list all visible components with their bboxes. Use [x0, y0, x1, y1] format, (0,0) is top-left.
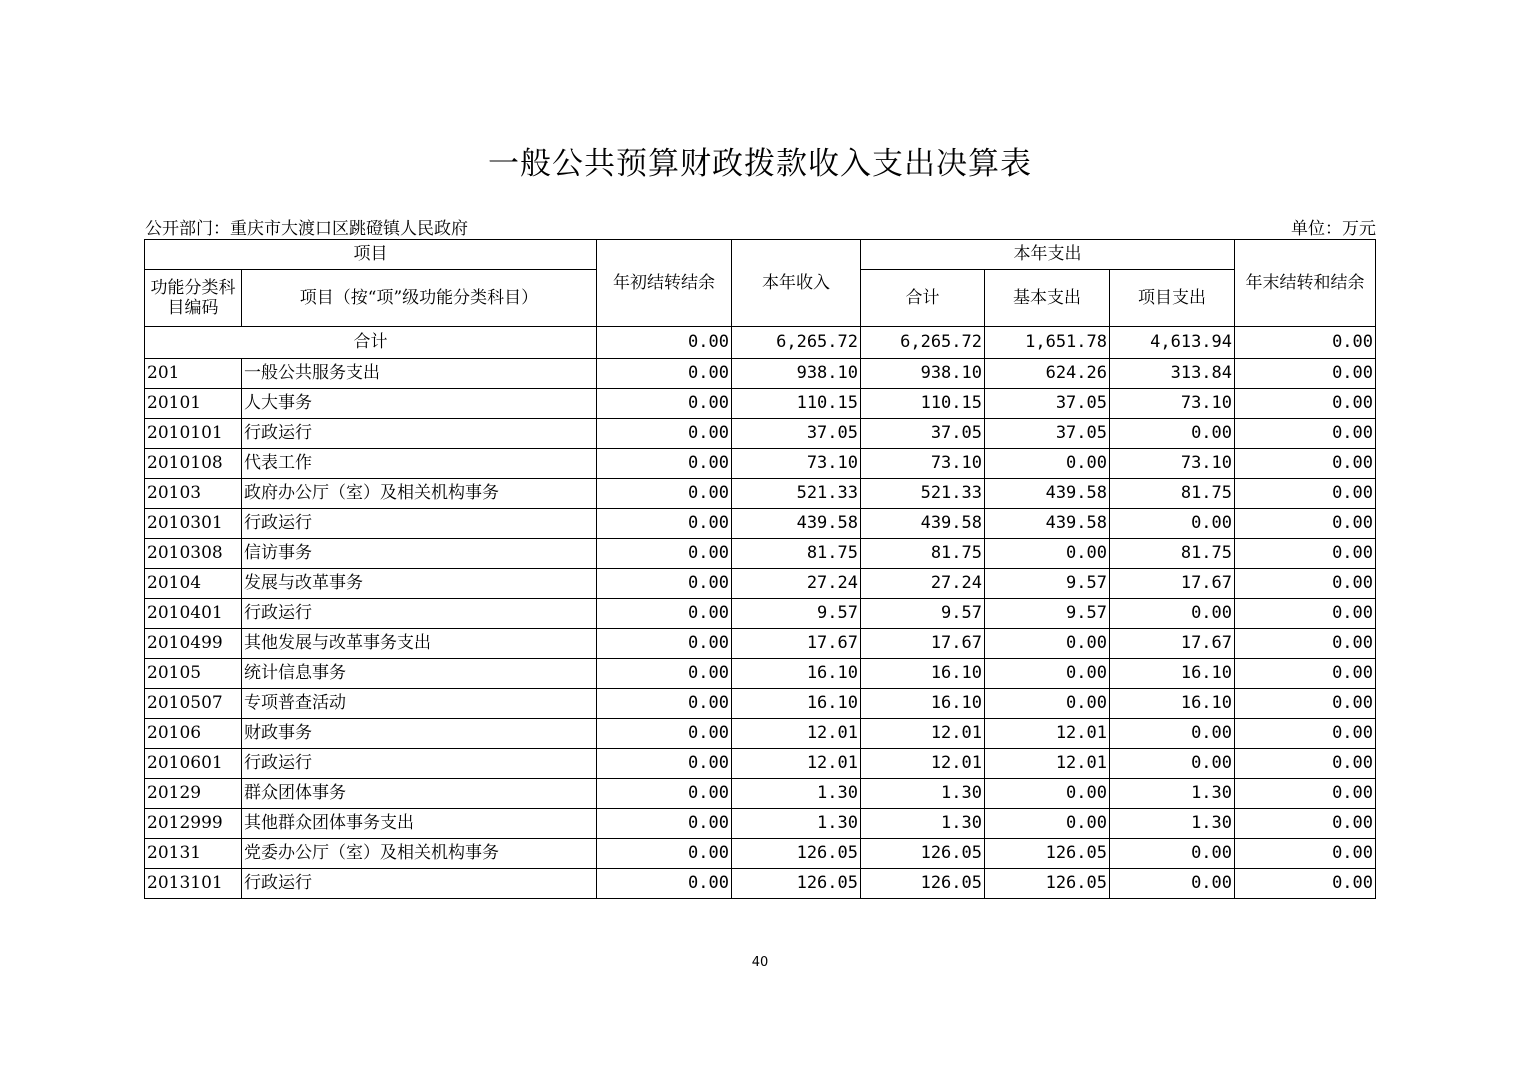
table-row: [145, 629, 1376, 659]
page-number: 40: [751, 955, 769, 970]
row-end-balance: 0.00: [1235, 479, 1376, 509]
table-row: [145, 389, 1376, 419]
row-begin-balance: 0.00: [597, 839, 732, 869]
row-code: 20103: [145, 479, 242, 509]
row-project: 17.67: [1110, 569, 1235, 599]
row-project: 0.00: [1110, 599, 1235, 629]
row-basic: 0.00: [985, 689, 1110, 719]
row-end-balance: 0.00: [1235, 659, 1376, 689]
row-name: 行政运行: [242, 749, 597, 779]
row-project: 16.10: [1110, 689, 1235, 719]
row-begin-balance: 0.00: [597, 359, 732, 389]
row-name: 人大事务: [242, 389, 597, 419]
row-total: 521.33: [861, 479, 985, 509]
row-total: 9.57: [861, 599, 985, 629]
row-basic: 126.05: [985, 839, 1110, 869]
budget-table: [144, 239, 1376, 899]
row-project: 16.10: [1110, 659, 1235, 689]
header-income: 本年收入: [732, 240, 861, 327]
row-name: 专项普查活动: [242, 689, 597, 719]
row-basic: 0.00: [985, 779, 1110, 809]
row-end-balance: 0.00: [1235, 719, 1376, 749]
row-begin-balance: 0.00: [597, 869, 732, 899]
row-project: 0.00: [1110, 869, 1235, 899]
row-basic: 37.05: [985, 389, 1110, 419]
row-begin-balance: 0.00: [597, 449, 732, 479]
row-begin-balance: 0.00: [597, 629, 732, 659]
row-total: 12.01: [861, 749, 985, 779]
row-total: 16.10: [861, 689, 985, 719]
row-total: 73.10: [861, 449, 985, 479]
row-name: 行政运行: [242, 509, 597, 539]
row-income: 110.15: [732, 389, 861, 419]
row-basic: 0.00: [985, 539, 1110, 569]
header-code: 功能分类科目编码: [145, 270, 242, 327]
table-row: [145, 809, 1376, 839]
row-income: 9.57: [732, 599, 861, 629]
header-project: 项目: [145, 240, 597, 270]
row-income: 27.24: [732, 569, 861, 599]
row-total: 938.10: [861, 359, 985, 389]
row-begin-balance: 0.00: [597, 509, 732, 539]
row-project: 73.10: [1110, 389, 1235, 419]
row-basic: 0.00: [985, 629, 1110, 659]
row-total: 17.67: [861, 629, 985, 659]
row-end-balance: 0.00: [1235, 629, 1376, 659]
row-income: 521.33: [732, 479, 861, 509]
row-end-balance: 0.00: [1235, 539, 1376, 569]
row-name: 其他群众团体事务支出: [242, 809, 597, 839]
row-total: 37.05: [861, 419, 985, 449]
row-code: 201: [145, 359, 242, 389]
row-name: 其他发展与改革事务支出: [242, 629, 597, 659]
row-code: 2010108: [145, 449, 242, 479]
row-total: 126.05: [861, 869, 985, 899]
row-total: 12.01: [861, 719, 985, 749]
row-name: 代表工作: [242, 449, 597, 479]
row-income: 12.01: [732, 749, 861, 779]
row-income: 37.05: [732, 419, 861, 449]
header-expense-group: 本年支出: [861, 240, 1235, 270]
row-name: 行政运行: [242, 419, 597, 449]
table-body: [145, 327, 1376, 899]
row-income: 1.30: [732, 809, 861, 839]
row-name: 群众团体事务: [242, 779, 597, 809]
header-total: 合计: [861, 270, 985, 327]
row-end-balance: 0.00: [1235, 779, 1376, 809]
row-income: 16.10: [732, 689, 861, 719]
row-name: 一般公共服务支出: [242, 359, 597, 389]
header-end-balance: 年末结转和结余: [1235, 240, 1376, 327]
row-basic: 126.05: [985, 869, 1110, 899]
row-code: 20131: [145, 839, 242, 869]
row-income: 73.10: [732, 449, 861, 479]
row-total: 27.24: [861, 569, 985, 599]
row-project: 17.67: [1110, 629, 1235, 659]
row-begin-balance: 0.00: [597, 809, 732, 839]
table-row: [145, 869, 1376, 899]
row-income: 938.10: [732, 359, 861, 389]
row-income: 81.75: [732, 539, 861, 569]
table-row: [145, 359, 1376, 389]
table-row: [145, 779, 1376, 809]
table-row: [145, 449, 1376, 479]
header-project-exp: 项目支出: [1110, 270, 1235, 327]
row-code: 2013101: [145, 869, 242, 899]
row-name: 信访事务: [242, 539, 597, 569]
row-begin-balance: 0.00: [597, 389, 732, 419]
row-end-balance: 0.00: [1235, 359, 1376, 389]
row-name: 党委办公厅（室）及相关机构事务: [242, 839, 597, 869]
row-end-balance: 0.00: [1235, 749, 1376, 779]
row-income: 126.05: [732, 839, 861, 869]
row-begin-balance: 0.00: [597, 659, 732, 689]
row-total: 126.05: [861, 839, 985, 869]
row-code: 20101: [145, 389, 242, 419]
department-label: 公开部门：重庆市大渡口区跳磴镇人民政府: [145, 219, 468, 239]
row-code: 2010499: [145, 629, 242, 659]
row-code: 2012999: [145, 809, 242, 839]
row-begin-balance: 0.00: [597, 719, 732, 749]
row-end-balance: 0.00: [1235, 389, 1376, 419]
row-code: 2010507: [145, 689, 242, 719]
total-begin: 0.00: [597, 327, 732, 359]
row-code: 2010401: [145, 599, 242, 629]
row-project: 0.00: [1110, 419, 1235, 449]
row-project: 313.84: [1110, 359, 1235, 389]
table-row: [145, 839, 1376, 869]
row-end-balance: 0.00: [1235, 569, 1376, 599]
row-project: 0.00: [1110, 719, 1235, 749]
row-basic: 12.01: [985, 749, 1110, 779]
row-end-balance: 0.00: [1235, 599, 1376, 629]
row-project: 0.00: [1110, 509, 1235, 539]
row-end-balance: 0.00: [1235, 689, 1376, 719]
total-end: 0.00: [1235, 327, 1376, 359]
header-name: 项目（按“项”级功能分类科目）: [242, 270, 597, 327]
row-project: 0.00: [1110, 839, 1235, 869]
row-project: 1.30: [1110, 779, 1235, 809]
row-end-balance: 0.00: [1235, 869, 1376, 899]
row-code: 20104: [145, 569, 242, 599]
table-row: [145, 659, 1376, 689]
table-row: [145, 749, 1376, 779]
row-end-balance: 0.00: [1235, 449, 1376, 479]
row-code: 2010308: [145, 539, 242, 569]
row-begin-balance: 0.00: [597, 749, 732, 779]
total-label: 合计: [145, 327, 597, 359]
row-project: 0.00: [1110, 749, 1235, 779]
row-income: 1.30: [732, 779, 861, 809]
table-row: [145, 509, 1376, 539]
row-begin-balance: 0.00: [597, 689, 732, 719]
row-basic: 12.01: [985, 719, 1110, 749]
table-row: [145, 569, 1376, 599]
unit-label: 单位：万元: [1291, 219, 1376, 239]
row-name: 发展与改革事务: [242, 569, 597, 599]
table-row: [145, 719, 1376, 749]
table-row: [145, 689, 1376, 719]
row-basic: 9.57: [985, 569, 1110, 599]
row-end-balance: 0.00: [1235, 509, 1376, 539]
row-basic: 37.05: [985, 419, 1110, 449]
total-income: 6,265.72: [732, 327, 861, 359]
table-row: [145, 419, 1376, 449]
row-name: 行政运行: [242, 869, 597, 899]
row-code: 20106: [145, 719, 242, 749]
table-row: [145, 599, 1376, 629]
header-basic: 基本支出: [985, 270, 1110, 327]
row-basic: 624.26: [985, 359, 1110, 389]
row-name: 统计信息事务: [242, 659, 597, 689]
row-income: 16.10: [732, 659, 861, 689]
row-code: 2010101: [145, 419, 242, 449]
row-code: 2010301: [145, 509, 242, 539]
row-name: 财政事务: [242, 719, 597, 749]
page-title: 一般公共预算财政拨款收入支出决算表: [488, 146, 1032, 182]
row-project: 73.10: [1110, 449, 1235, 479]
total-project: 4,613.94: [1110, 327, 1235, 359]
row-basic: 0.00: [985, 809, 1110, 839]
row-end-balance: 0.00: [1235, 809, 1376, 839]
row-basic: 439.58: [985, 479, 1110, 509]
row-code: 20129: [145, 779, 242, 809]
row-basic: 9.57: [985, 599, 1110, 629]
row-income: 126.05: [732, 869, 861, 899]
table-row: [145, 539, 1376, 569]
row-basic: 439.58: [985, 509, 1110, 539]
row-begin-balance: 0.00: [597, 569, 732, 599]
row-code: 20105: [145, 659, 242, 689]
row-basic: 0.00: [985, 449, 1110, 479]
row-project: 1.30: [1110, 809, 1235, 839]
row-total: 439.58: [861, 509, 985, 539]
row-code: 2010601: [145, 749, 242, 779]
header-begin-balance: 年初结转结余: [597, 240, 732, 327]
row-project: 81.75: [1110, 479, 1235, 509]
row-end-balance: 0.00: [1235, 419, 1376, 449]
row-end-balance: 0.00: [1235, 839, 1376, 869]
row-total: 1.30: [861, 809, 985, 839]
total-row: [145, 327, 1376, 359]
row-total: 110.15: [861, 389, 985, 419]
row-income: 439.58: [732, 509, 861, 539]
table-row: [145, 479, 1376, 509]
row-begin-balance: 0.00: [597, 479, 732, 509]
row-begin-balance: 0.00: [597, 539, 732, 569]
row-income: 17.67: [732, 629, 861, 659]
total-basic: 1,651.78: [985, 327, 1110, 359]
row-project: 81.75: [1110, 539, 1235, 569]
row-income: 12.01: [732, 719, 861, 749]
row-begin-balance: 0.00: [597, 599, 732, 629]
row-name: 政府办公厅（室）及相关机构事务: [242, 479, 597, 509]
row-total: 1.30: [861, 779, 985, 809]
total-total: 6,265.72: [861, 327, 985, 359]
row-name: 行政运行: [242, 599, 597, 629]
row-begin-balance: 0.00: [597, 779, 732, 809]
row-total: 81.75: [861, 539, 985, 569]
row-begin-balance: 0.00: [597, 419, 732, 449]
row-basic: 0.00: [985, 659, 1110, 689]
row-total: 16.10: [861, 659, 985, 689]
